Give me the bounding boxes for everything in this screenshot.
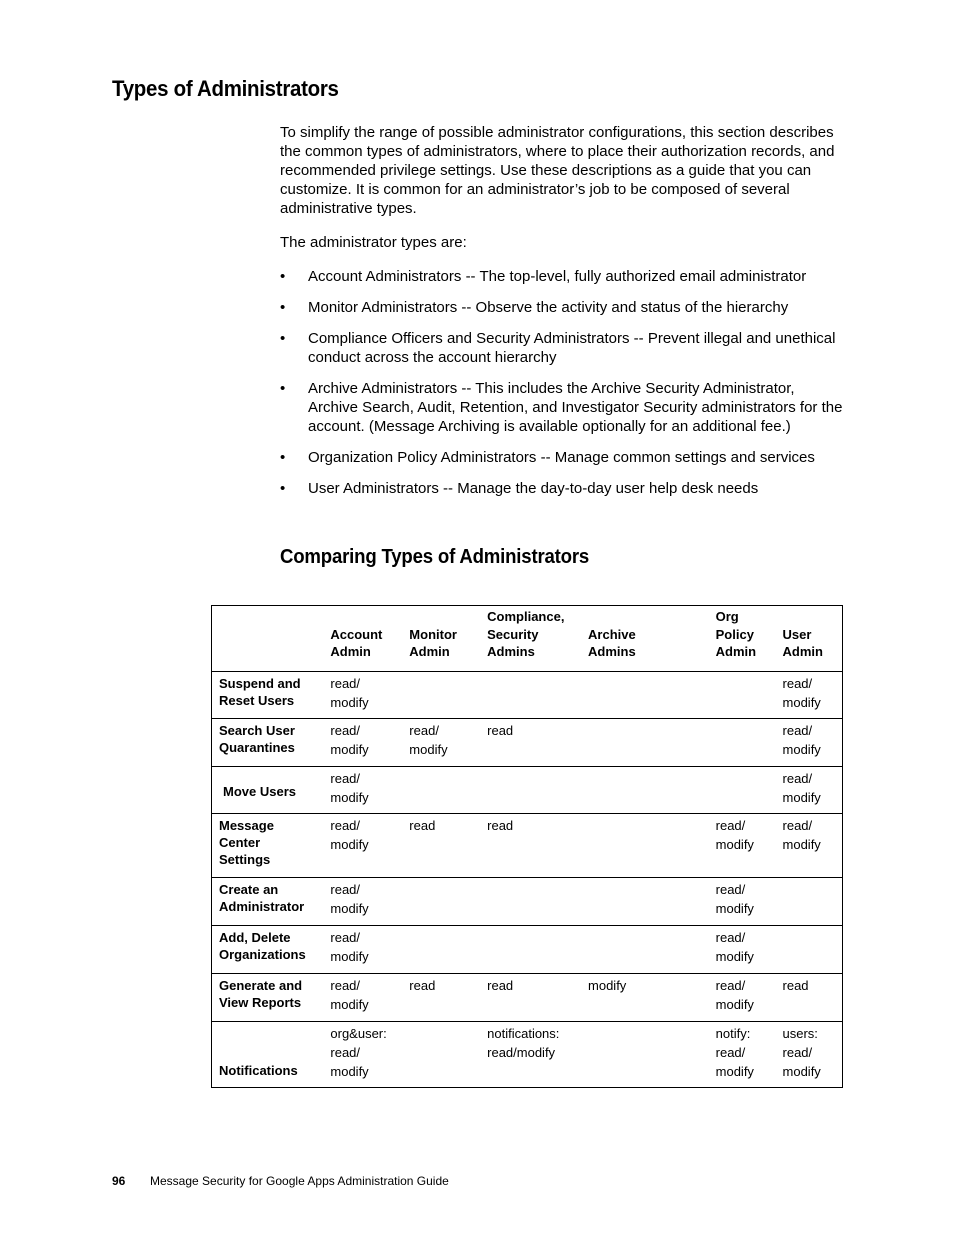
table-header-row xyxy=(212,606,843,672)
column-header xyxy=(716,606,783,672)
cell-line: modify xyxy=(715,996,754,1012)
intro-paragraph: To simplify the range of possible administrator configurations, this section describes the common types of administrators, where to place their authorization records, and recommended privilege settings. Use these descriptions as a guide that you can customize. It is common for an administrator’s job to be composed of several administrative types. xyxy=(280,124,835,217)
list-item-text: Compliance Officers and Security Administrators -- Prevent illegal and unethical conduct across the account hierarchy xyxy=(308,330,836,366)
cell-line: modify xyxy=(782,789,821,805)
table-cell xyxy=(783,813,843,877)
cell-line: Admin xyxy=(715,644,757,659)
cell-line: Archive xyxy=(588,626,636,642)
cell-line: Notifications xyxy=(219,1062,298,1078)
cell-line: read xyxy=(487,977,514,993)
table-cell xyxy=(487,718,588,766)
cell-line: modify xyxy=(330,996,369,1012)
cell-line: read/ xyxy=(715,817,746,833)
table-cell xyxy=(716,813,783,877)
cell-line: modify xyxy=(588,977,627,993)
cell-line: read xyxy=(487,817,514,833)
table-cell xyxy=(783,925,843,973)
cell-line: Suspend and xyxy=(219,675,301,691)
table-cell xyxy=(330,1021,409,1087)
cell-line: View Reports xyxy=(219,994,302,1010)
row-label xyxy=(212,813,331,877)
table-cell xyxy=(487,813,588,877)
table-cell xyxy=(588,813,716,877)
cell-line: modify xyxy=(409,741,448,757)
cell-line: Move Users xyxy=(223,783,296,799)
types-intro: The administrator types are: xyxy=(280,234,467,251)
table-cell xyxy=(783,671,843,718)
cell-line: modify xyxy=(782,1063,821,1079)
cell-line: modify xyxy=(782,741,821,757)
table-cell xyxy=(588,925,716,973)
cell-line: User xyxy=(782,626,812,642)
row-label xyxy=(212,877,331,925)
table-cell xyxy=(783,718,843,766)
cell-line: Search User xyxy=(219,722,295,738)
cell-line: modify xyxy=(330,694,369,710)
cell-line: modify xyxy=(330,948,369,964)
cell-line: read/ xyxy=(782,675,813,691)
row-label xyxy=(212,925,331,973)
cell-line: read/ xyxy=(409,722,439,738)
cell-line: Add, Delete xyxy=(219,929,291,945)
table-cell xyxy=(330,925,409,973)
column-header xyxy=(330,606,409,672)
cell-line: Admin xyxy=(782,644,823,659)
cell-line: Admin xyxy=(330,644,371,659)
list-item-text: Archive Administrators -- This includes the Archive Security Administrator, Archive Search, Audit, Retention, and Investigator Security administrators for the account. (Message Archiving is available optionally for an additional fee.) xyxy=(308,380,843,435)
table-cell xyxy=(409,925,487,973)
table-cell xyxy=(409,766,487,813)
bullet-glyph: • xyxy=(280,268,286,285)
cell-line: read/ xyxy=(330,1044,361,1060)
table-cell xyxy=(716,877,783,925)
cell-line: Policy xyxy=(715,626,754,642)
cell-line: read/ xyxy=(715,977,746,993)
cell-line: read/ xyxy=(330,770,361,786)
page-number: 96 xyxy=(112,1174,126,1188)
cell-line: Admin xyxy=(409,644,450,659)
cell-line: read/ xyxy=(782,770,813,786)
table-cell xyxy=(330,973,409,1021)
table-cell xyxy=(716,766,783,813)
bullet-glyph: • xyxy=(280,299,286,316)
row-label xyxy=(212,1021,331,1087)
row-label xyxy=(212,718,331,766)
table-cell xyxy=(783,877,843,925)
row-label xyxy=(212,766,331,813)
cell-line: Organizations xyxy=(219,946,306,962)
cell-line: read xyxy=(782,977,809,993)
cell-line: read/ xyxy=(330,675,361,691)
cell-line: read/ xyxy=(715,929,746,945)
list-item-text: Organization Policy Administrators -- Manage common settings and services xyxy=(308,449,815,466)
list-item xyxy=(280,298,845,317)
table-cell xyxy=(409,813,487,877)
table-cell xyxy=(588,718,716,766)
table-row xyxy=(212,813,843,877)
table-cell xyxy=(330,671,409,718)
list-item-text: Account Administrators -- The top-level, fully authorized email administrator xyxy=(308,268,807,285)
cell-line: read/ xyxy=(330,817,361,833)
cell-line: Administrator xyxy=(219,898,305,914)
table-cell xyxy=(716,973,783,1021)
column-header xyxy=(783,606,843,672)
cell-line: modify xyxy=(330,900,369,916)
table-cell xyxy=(487,766,588,813)
table-cell xyxy=(409,671,487,718)
table-cell xyxy=(588,973,716,1021)
table-cell xyxy=(588,1021,716,1087)
table-cell xyxy=(487,671,588,718)
cell-line: read/ xyxy=(330,977,361,993)
cell-line: Reset Users xyxy=(219,692,295,708)
admin-types-list xyxy=(280,267,845,498)
table-corner-cell xyxy=(212,606,331,672)
list-item xyxy=(280,448,845,467)
table-cell xyxy=(588,766,716,813)
cell-line: Message xyxy=(219,817,274,833)
body-text xyxy=(280,123,845,510)
table-row xyxy=(212,671,843,718)
list-item-text: Monitor Administrators -- Observe the activity and status of the hierarchy xyxy=(308,299,789,316)
cell-line: read/ xyxy=(782,1044,813,1060)
cell-line: read/ xyxy=(782,722,813,738)
cell-line: users: xyxy=(782,1025,818,1041)
table-cell xyxy=(330,718,409,766)
table-cell xyxy=(588,877,716,925)
section-subheading: Comparing Types of Administrators xyxy=(280,546,590,568)
cell-line: read xyxy=(487,722,514,738)
cell-line: org&user: xyxy=(330,1025,387,1041)
cell-line: read/ xyxy=(715,881,746,897)
table-cell xyxy=(409,1021,487,1087)
table-cell xyxy=(330,766,409,813)
bullet-glyph: • xyxy=(280,449,286,466)
table-row xyxy=(212,877,843,925)
cell-line: Account xyxy=(330,626,383,642)
list-item-text: User Administrators -- Manage the day-to-day user help desk needs xyxy=(308,480,759,497)
cell-line: read/ xyxy=(330,722,361,738)
cell-line: notifications: xyxy=(487,1025,560,1041)
column-header xyxy=(588,606,716,672)
cell-line: read xyxy=(409,977,436,993)
cell-line: modify xyxy=(330,789,369,805)
page-title: Types of Administrators xyxy=(112,76,339,101)
cell-line: modify xyxy=(330,1063,369,1079)
bullet-glyph: • xyxy=(280,480,286,497)
bullet-glyph: • xyxy=(280,330,286,347)
cell-line: read/modify xyxy=(487,1044,556,1060)
cell-line: read/ xyxy=(715,1044,746,1060)
table-cell xyxy=(783,1021,843,1087)
table-cell xyxy=(409,877,487,925)
cell-line: Quarantines xyxy=(219,739,295,755)
table-cell xyxy=(330,877,409,925)
table-cell xyxy=(716,718,783,766)
table-cell xyxy=(588,671,716,718)
table-row xyxy=(212,718,843,766)
cell-line: modify xyxy=(782,836,821,852)
cell-line: Generate and xyxy=(219,977,303,993)
list-item xyxy=(280,329,845,367)
cell-line: modify xyxy=(715,836,754,852)
cell-line: Admins xyxy=(588,644,636,659)
column-header xyxy=(487,606,588,672)
cell-line: modify xyxy=(715,1063,754,1079)
table-cell xyxy=(487,973,588,1021)
list-item xyxy=(280,479,845,498)
table-row xyxy=(212,766,843,813)
table-cell xyxy=(487,1021,588,1087)
table-body xyxy=(212,671,843,1087)
table-cell xyxy=(716,1021,783,1087)
table-cell xyxy=(783,973,843,1021)
table-cell xyxy=(487,877,588,925)
cell-line: modify xyxy=(715,948,754,964)
cell-line: Admins xyxy=(487,644,535,659)
cell-line: Settings xyxy=(219,851,271,867)
column-header xyxy=(409,606,487,672)
cell-line: read/ xyxy=(330,881,361,897)
table-cell xyxy=(783,766,843,813)
footer-doc-title: Message Security for Google Apps Administration Guide xyxy=(150,1174,449,1188)
cell-line: Center xyxy=(219,834,261,850)
cell-line: Security xyxy=(487,626,539,642)
cell-line: read/ xyxy=(330,929,361,945)
comparison-table xyxy=(211,605,843,1088)
table-cell xyxy=(716,925,783,973)
cell-line: Create an xyxy=(219,881,279,897)
cell-line: Org xyxy=(715,609,739,624)
list-item xyxy=(280,379,845,436)
row-label xyxy=(212,671,331,718)
cell-line: Compliance, xyxy=(487,609,565,624)
table-cell xyxy=(409,718,487,766)
cell-line: notify: xyxy=(715,1025,751,1041)
row-label xyxy=(212,973,331,1021)
cell-line: read xyxy=(409,817,436,833)
table-row xyxy=(212,973,843,1021)
cell-line: modify xyxy=(330,836,369,852)
table-row xyxy=(212,925,843,973)
cell-line: Monitor xyxy=(409,626,457,642)
cell-line: modify xyxy=(330,741,369,757)
bullet-glyph: • xyxy=(280,380,286,397)
table-cell xyxy=(330,813,409,877)
cell-line: modify xyxy=(782,694,821,710)
table-row xyxy=(212,1021,843,1087)
cell-line: modify xyxy=(715,900,754,916)
table-cell xyxy=(716,671,783,718)
cell-line: read/ xyxy=(782,817,813,833)
table-cell xyxy=(487,925,588,973)
list-item xyxy=(280,267,845,286)
table-cell xyxy=(409,973,487,1021)
